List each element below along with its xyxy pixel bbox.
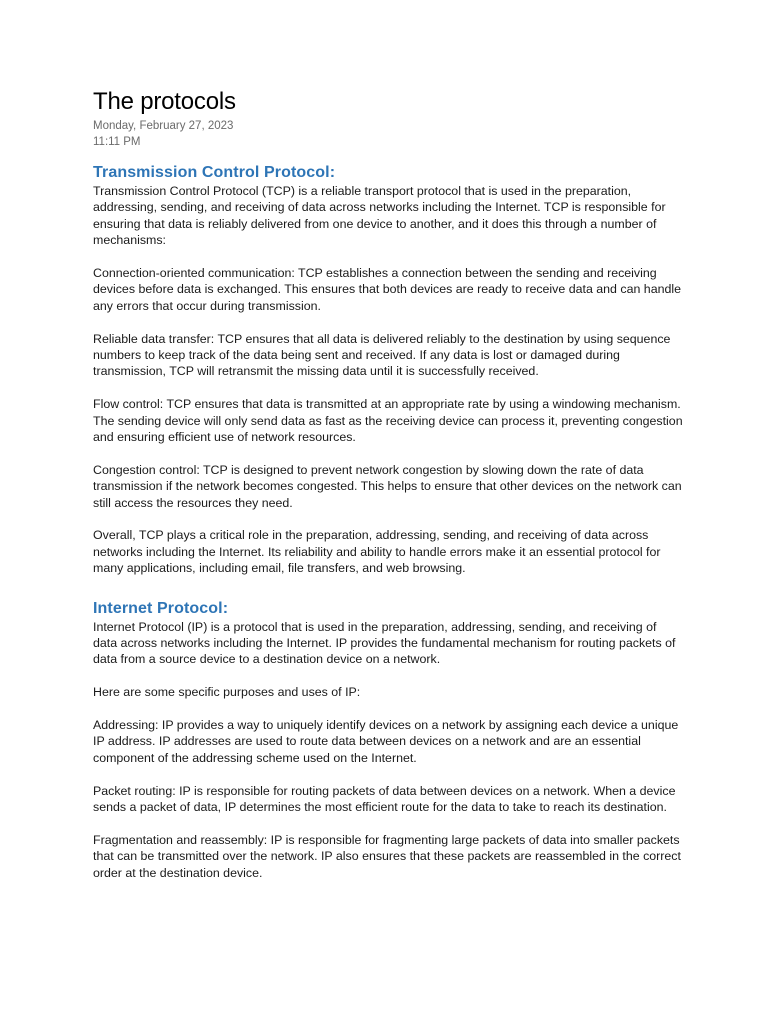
ip-paragraph-intro: Internet Protocol (IP) is a protocol that is used in the preparation, addressing, sending, and receiving of data across networks including the Internet. IP provides the fundamental mechanism for routing packets of data from a source device to a destination device on a network. (93, 619, 676, 667)
tcp-paragraph-connection: Connection-oriented communication: TCP establishes a connection between the sending and receiving devices before data is exchanged. This ensures that both devices are ready to receive data and can handle any errors that occur during transmission. (93, 266, 682, 313)
section-heading-ip: Internet Protocol: (93, 599, 229, 617)
page-title: The protocols (93, 88, 236, 115)
section-heading-tcp: Transmission Control Protocol: (93, 164, 336, 181)
ip-paragraph-purposes: Here are some specific purposes and uses of IP: (93, 685, 361, 700)
tcp-paragraph-flow: Flow control: TCP ensures that data is transmitted at an appropriate rate by using a windowing mechanism. The sending device will only send data as fast as the receiving device can process it, preventing congestion and ensuring efficient use of network resources. (93, 397, 683, 445)
ip-paragraph-addressing: Addressing: IP provides a way to uniquely identify devices on a network by assigning each device a unique IP address. IP addresses are used to route data between devices on a network and are an essential component of the addressing scheme used on the Internet. (93, 718, 679, 765)
note-time: 11:11 PM (93, 136, 141, 148)
tcp-paragraph-overall: Overall, TCP plays a critical role in the preparation, addressing, sending, and receiving of data across networks including the Internet. Its reliability and ability to handle errors make it an essential protocol for many applications, including email, file transfers, and web browsing. (93, 528, 661, 576)
ip-paragraph-fragmentation: Fragmentation and reassembly: IP is responsible for fragmenting large packets of data into smaller packets that can be transmitted over the network. IP also ensures that these packets are reassembled in the correct order at the destination device. (93, 832, 681, 880)
note-page (93, 88, 683, 881)
note-date: Monday, February 27, 2023 (93, 120, 234, 132)
tcp-paragraph-reliable: Reliable data transfer: TCP ensures that all data is delivered reliably to the destination by using sequence numbers to keep track of the data being sent and received. If any data is lost or damaged during transmission, TCP will retransmit the missing data until it is successfully received. (93, 331, 671, 379)
tcp-paragraph-congestion: Congestion control: TCP is designed to prevent network congestion by slowing down the rate of data transmission if the network becomes congested. This helps to ensure that other devices on the network can still access the resources they need. (93, 462, 682, 510)
ip-paragraph-routing: Packet routing: IP is responsible for routing packets of data between devices on a network. When a device sends a packet of data, IP determines the most efficient route for the data to take to reach its destination. (93, 783, 676, 815)
tcp-paragraph-intro: Transmission Control Protocol (TCP) is a reliable transport protocol that is used in the preparation, addressing, sending, and receiving of data across networks including the Internet. TCP is responsible for ensuring that data is reliably delivered from one device to another, and it does this through a number of mechanisms: (93, 184, 666, 248)
